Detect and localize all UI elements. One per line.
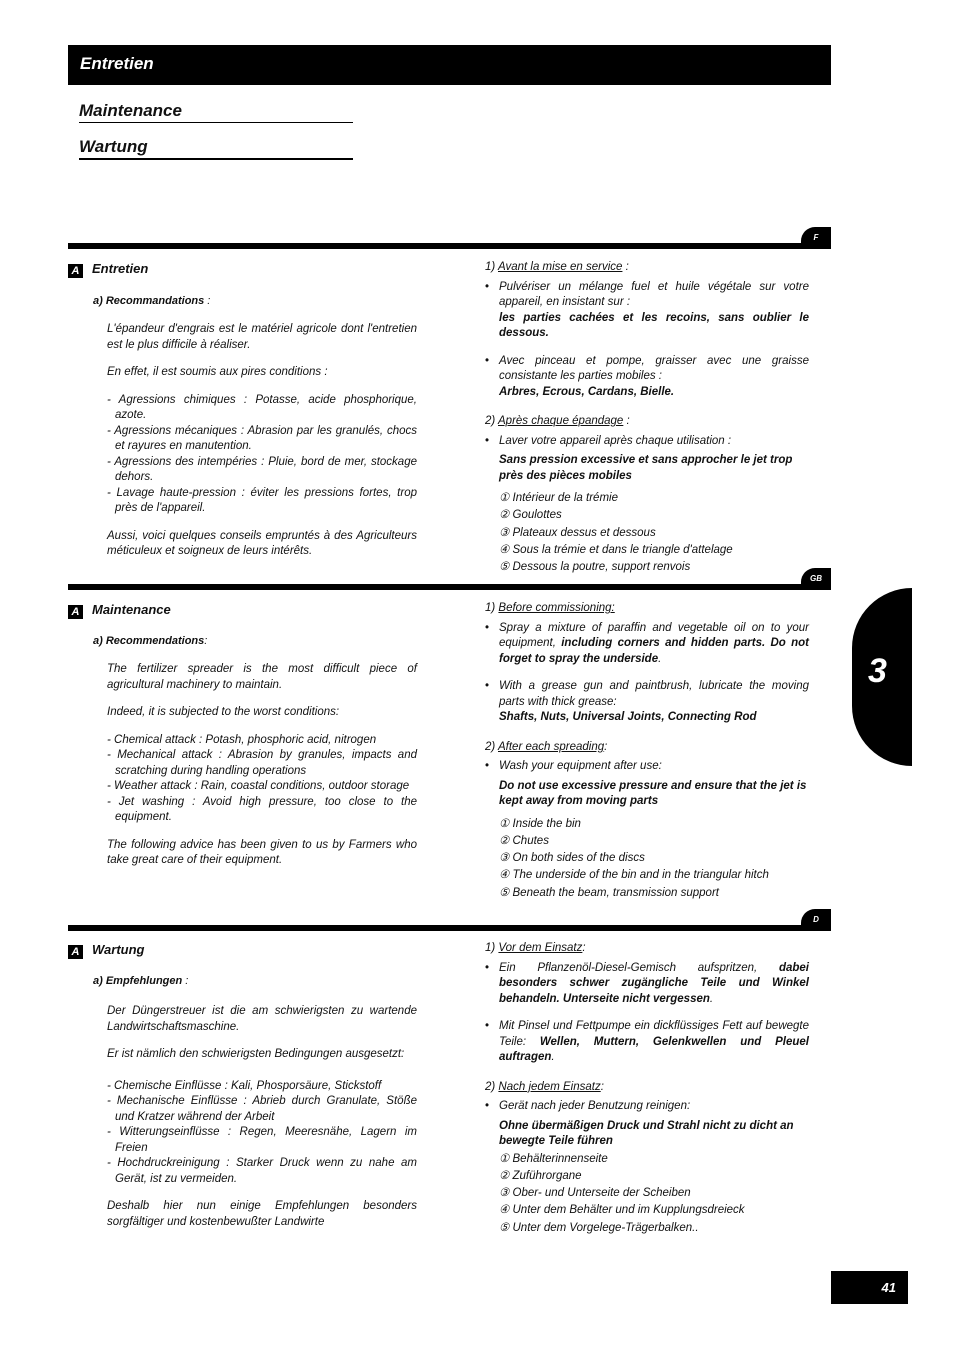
step-heading: 2) Nach jedem Einsatz: bbox=[485, 1080, 604, 1093]
bullet-item: • Laver votre appareil après chaque utilisation : bbox=[485, 434, 809, 450]
list-item: - Hochdruckreinigung : Starker Druck wenn zu nahe am Gerät, ist zu vermeiden. bbox=[107, 1157, 417, 1185]
list-item: ⑤ Unter dem Vorgelege-Trägerbalken.. bbox=[499, 1221, 699, 1234]
list-item: ④ The underside of the bin and in the triangular hitch bbox=[499, 869, 769, 882]
header-bar bbox=[68, 45, 831, 85]
left-column-de bbox=[107, 1004, 417, 1230]
bullet-item: • Mit Pinsel und Fettpumpe ein dickflüssiges Fett auf bewegte Teile: Wellen, Muttern, Gelenkwellen und Pleuel auftragen. bbox=[485, 1019, 809, 1066]
left-column-gb bbox=[107, 662, 417, 869]
list-item: ① Intérieur de la trémie bbox=[499, 492, 618, 504]
section-heading-fr bbox=[68, 261, 148, 278]
subhead-fr: a) Recommandations : bbox=[93, 295, 211, 307]
numbered-list bbox=[485, 1151, 809, 1237]
subhead-de: a) Empfehlungen : bbox=[93, 975, 189, 987]
bullet-item: • Spray a mixture of paraffin and vegetable oil on to your equipment, including corners and hidden parts. Do not forget to spray the underside. bbox=[485, 621, 809, 668]
warning-text: Ohne übermäßigen Druck und Strahl nicht zu dicht an bewegte Teile führen bbox=[499, 1119, 794, 1147]
list-item: - Weather attack : Rain, coastal conditions, outdoor storage bbox=[107, 780, 410, 792]
list-item: - Mechanische Einflüsse : Abrieb durch Granulate, Stöße und Kratzer während der Arbeit bbox=[107, 1095, 417, 1123]
section-letter-box: A bbox=[68, 945, 83, 959]
section-heading-gb bbox=[68, 602, 171, 619]
chapter-number: 3 bbox=[868, 652, 887, 690]
bullet-item: • Wash your equipment after use: bbox=[485, 759, 809, 775]
page-title: Entretien bbox=[80, 54, 154, 73]
paragraph: En effet, il est soumis aux pires conditions : bbox=[107, 366, 328, 378]
section-letter-box: A bbox=[68, 605, 83, 619]
numbered-list bbox=[485, 490, 809, 576]
language-tab-fr: F bbox=[801, 227, 831, 249]
section-rule-gb bbox=[68, 584, 831, 590]
bullet-item: • Ein Pflanzenöl-Diesel-Gemisch aufspritzen, dabei besonders schwer zugängliche Teile und Winkel behandeln. Unterseite nicht vergessen. bbox=[485, 961, 809, 1008]
subhead-gb: a) Recommendations: bbox=[93, 635, 208, 647]
bullet-item: • Pulvériser un mélange fuel et huile végétale sur votre appareil, en insistant sur : les parties cachées et les recoins, sans oublier le dessous. bbox=[485, 280, 809, 342]
paragraph: Der Düngerstreuer ist die am schwierigsten zu wartende Landwirtschaftsmaschine. bbox=[107, 1005, 417, 1033]
list-item: ① Behälterinnenseite bbox=[499, 1152, 608, 1165]
list-item: - Agressions mécaniques : Abrasion par les granulés, chocs et rayures en manutention. bbox=[107, 424, 417, 452]
list-item: ③ Ober- und Unterseite der Scheiben bbox=[499, 1187, 691, 1200]
right-column-gb bbox=[485, 601, 809, 902]
page-number: 41 bbox=[831, 1271, 908, 1304]
step-heading: 1) Vor dem Einsatz: bbox=[485, 942, 586, 954]
section-rule-de bbox=[68, 925, 831, 931]
list-item: ④ Sous la trémie et dans le triangle d'attelage bbox=[499, 543, 733, 556]
section-heading-text: Wartung bbox=[92, 942, 145, 957]
paragraph: L'épandeur d'engrais est le matériel agricole dont l'entretien est le plus difficile à réaliser. bbox=[107, 323, 417, 351]
list-item: ⑤ Dessous la poutre, support renvois bbox=[499, 561, 691, 574]
step-heading: 2) After each spreading: bbox=[485, 740, 608, 753]
left-column-fr bbox=[107, 322, 417, 560]
list-item: ③ Plateaux dessus et dessous bbox=[499, 526, 656, 539]
list-item: - Chemical attack : Potash, phosphoric acid, nitrogen bbox=[107, 733, 377, 746]
step-heading: 1) Avant la mise en service : bbox=[485, 261, 629, 273]
bullet-item: • Gerät nach jeder Benutzung reinigen: bbox=[485, 1099, 809, 1115]
list-item: ③ On both sides of the discs bbox=[499, 852, 645, 865]
step-heading: 2) Après chaque épandage : bbox=[485, 415, 630, 427]
bullet-item: • With a grease gun and paintbrush, lubricate the moving parts with thick grease: Shafts, Nuts, Universal Joints, Connecting Rod bbox=[485, 679, 809, 726]
list-item: - Agressions des intempéries : Pluie, bord de mer, stockage dehors. bbox=[107, 455, 417, 483]
right-column-fr bbox=[485, 260, 809, 576]
list-item: - Agressions chimiques : Potasse, acide phosphorique, azote. bbox=[107, 393, 417, 421]
chapter-tab bbox=[852, 588, 912, 766]
section-heading-text: Entretien bbox=[92, 261, 149, 276]
list-item: - Mechanical attack : Abrasion by granules, impacts and scratching during handling operations bbox=[107, 749, 417, 777]
subtitle-maintenance: Maintenance bbox=[79, 101, 353, 123]
bullet-item: • Avec pinceau et pompe, graisser avec une graisse consistante les parties mobiles : Arbres, Ecrous, Cardans, Bielle. bbox=[485, 354, 809, 401]
paragraph: The fertilizer spreader is the most difficult piece of agricultural machinery to maintain. bbox=[107, 663, 417, 691]
paragraph: Aussi, voici quelques conseils empruntés à des Agriculteurs méticuleux et soigneux de leurs intérêts. bbox=[107, 529, 417, 557]
language-tab-gb: GB bbox=[801, 568, 831, 590]
list-item: ⑤ Beneath the beam, transmission support bbox=[499, 886, 719, 899]
warning-text: Do not use excessive pressure and ensure that the jet is kept away from moving parts bbox=[499, 779, 807, 807]
paragraph: Er ist nämlich den schwierigsten Bedingungen ausgesetzt: bbox=[107, 1048, 405, 1060]
language-tab-de: D bbox=[801, 909, 831, 931]
list-item: ② Chutes bbox=[499, 834, 549, 847]
list-item: - Jet washing : Avoid high pressure, too close to the equipment. bbox=[107, 795, 417, 823]
paragraph: The following advice has been given to us by Farmers who take great care of their equipment. bbox=[107, 838, 417, 866]
subtitle-wartung: Wartung bbox=[79, 137, 353, 160]
numbered-list bbox=[485, 816, 809, 902]
paragraph: Deshalb hier nun einige Empfehlungen besonders sorgfältiger und kostenbewußter Landwirte bbox=[107, 1200, 417, 1228]
paragraph: Indeed, it is subjected to the worst conditions: bbox=[107, 706, 340, 718]
list-item: ④ Unter dem Behälter und im Kupplungsdreieck bbox=[499, 1204, 745, 1217]
section-rule-fr bbox=[68, 243, 831, 249]
section-letter-box: A bbox=[68, 264, 83, 278]
list-item: - Chemische Einflüsse : Kali, Phosporsäure, Stickstoff bbox=[107, 1079, 382, 1092]
step-heading: 1) Before commissioning: bbox=[485, 602, 615, 614]
subhead-label: a) Recommandations bbox=[93, 295, 205, 307]
subhead-label: a) Empfehlungen bbox=[93, 975, 183, 987]
list-item: - Lavage haute-pression : éviter les pressions fortes, trop près de l'appareil. bbox=[107, 486, 417, 514]
section-heading-text: Maintenance bbox=[92, 602, 171, 617]
section-heading-de bbox=[68, 942, 144, 959]
warning-text: Sans pression excessive et sans approcher le jet trop près des pièces mobiles bbox=[499, 454, 793, 482]
list-item: ② Goulottes bbox=[499, 509, 562, 522]
list-item: ② Zuführorgane bbox=[499, 1169, 582, 1182]
list-item: - Witterungseinflüsse : Regen, Meeresnähe, Lagern im Freien bbox=[107, 1126, 417, 1154]
subhead-label: a) Recommendations bbox=[93, 635, 205, 647]
list-item: ① Inside the bin bbox=[499, 817, 581, 830]
right-column-de bbox=[485, 941, 809, 1237]
